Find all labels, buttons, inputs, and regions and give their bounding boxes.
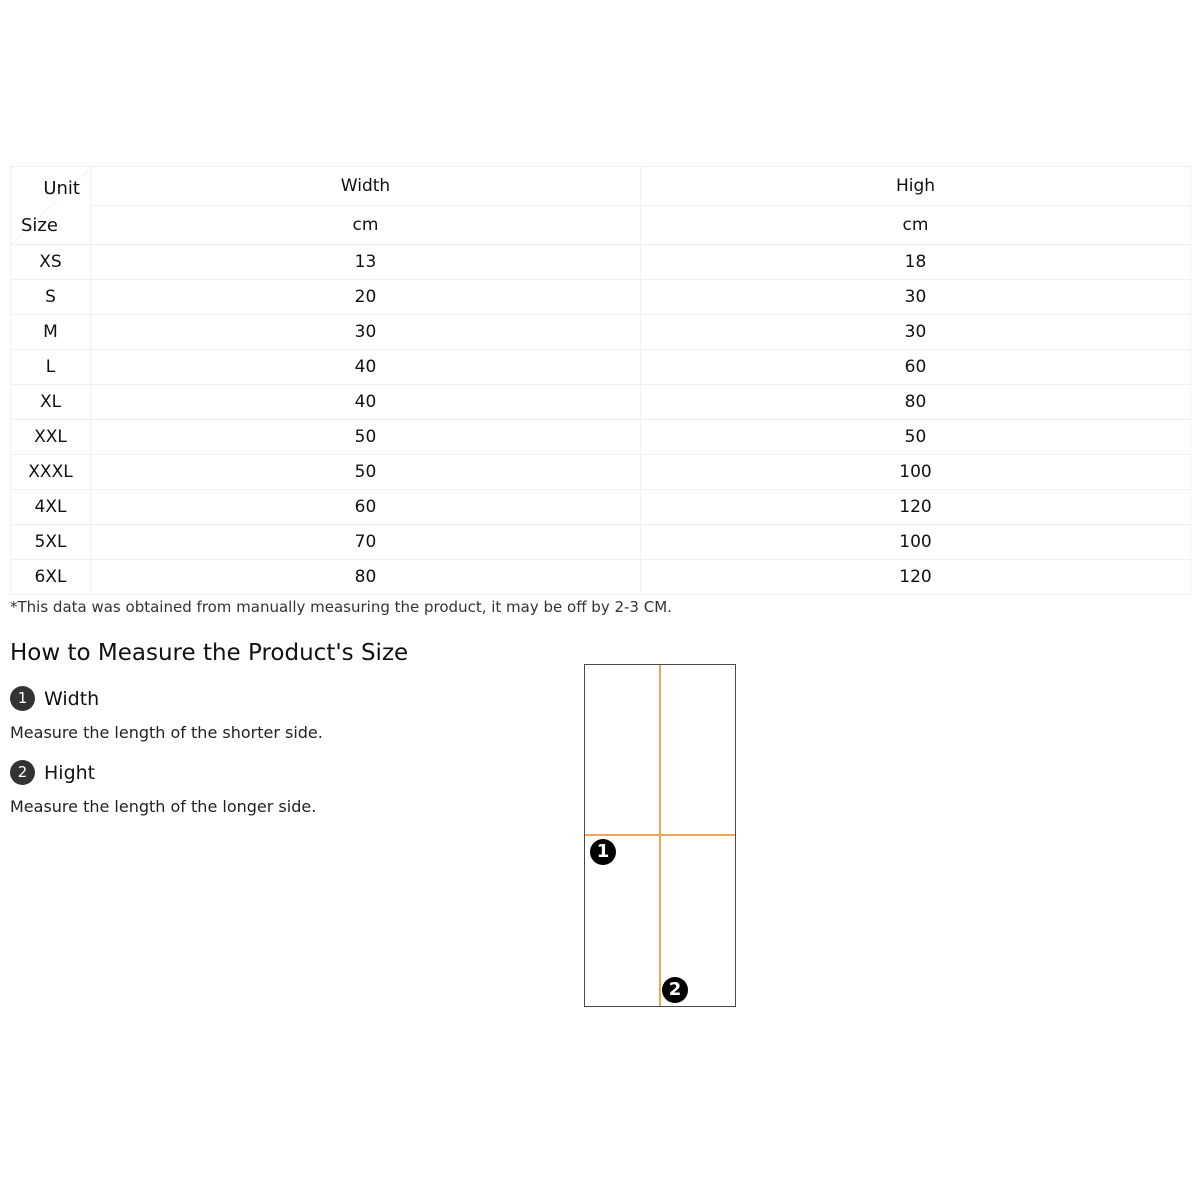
high-cell: 30 [641, 315, 1191, 350]
high-cell: 60 [641, 350, 1191, 385]
height-marker-icon: 2 [662, 977, 688, 1003]
width-cell: 20 [91, 280, 641, 315]
step-hight-description: Measure the length of the longer side. [10, 797, 317, 816]
table-header-row [11, 167, 1191, 206]
width-unit: cm [91, 206, 641, 245]
high-column-header: High [641, 167, 1191, 206]
table-row [11, 385, 1191, 420]
high-cell: 100 [641, 525, 1191, 560]
width-cell: 50 [91, 455, 641, 490]
width-cell: 13 [91, 245, 641, 280]
table-row [11, 560, 1191, 595]
size-cell: 4XL [11, 490, 91, 525]
high-cell: 120 [641, 560, 1191, 595]
width-cell: 50 [91, 420, 641, 455]
table-corner-cell [11, 167, 91, 245]
width-measure-line [585, 834, 735, 836]
table-row [11, 420, 1191, 455]
high-cell: 80 [641, 385, 1191, 420]
size-cell: S [11, 280, 91, 315]
size-cell: M [11, 315, 91, 350]
high-cell: 30 [641, 280, 1191, 315]
width-cell: 30 [91, 315, 641, 350]
table-row [11, 455, 1191, 490]
measurement-diagram [584, 664, 736, 1007]
high-cell: 100 [641, 455, 1191, 490]
width-cell: 70 [91, 525, 641, 560]
table-row [11, 315, 1191, 350]
size-cell: 5XL [11, 525, 91, 560]
table-row [11, 490, 1191, 525]
width-marker-icon: 1 [590, 839, 616, 865]
high-unit: cm [641, 206, 1191, 245]
size-cell: XXXL [11, 455, 91, 490]
table-unit-row [11, 206, 1191, 245]
size-cell: XS [11, 245, 91, 280]
number-one-icon: 1 [10, 686, 35, 711]
width-cell: 40 [91, 350, 641, 385]
width-cell: 80 [91, 560, 641, 595]
step-width-heading [10, 686, 99, 711]
high-cell: 50 [641, 420, 1191, 455]
measure-guide-title: How to Measure the Product's Size [10, 640, 409, 666]
size-cell: XXL [11, 420, 91, 455]
width-cell: 60 [91, 490, 641, 525]
measurement-note: *This data was obtained from manually measuring the product, it may be off by 2-3 CM. [10, 598, 672, 616]
size-cell: 6XL [11, 560, 91, 595]
size-label: Size [21, 215, 58, 236]
width-column-header: Width [91, 167, 641, 206]
width-cell: 40 [91, 385, 641, 420]
step-hight-heading [10, 760, 95, 785]
high-cell: 18 [641, 245, 1191, 280]
table-row [11, 350, 1191, 385]
size-chart-table [10, 166, 1191, 595]
step-width-description: Measure the length of the shorter side. [10, 723, 323, 742]
step-hight-label: Hight [44, 761, 96, 784]
size-cell: XL [11, 385, 91, 420]
table-row [11, 525, 1191, 560]
table-row [11, 245, 1191, 280]
size-cell: L [11, 350, 91, 385]
table-row [11, 280, 1191, 315]
unit-label: Unit [43, 178, 80, 199]
high-cell: 120 [641, 490, 1191, 525]
number-two-icon: 2 [10, 760, 35, 785]
step-width-label: Width [44, 687, 100, 710]
